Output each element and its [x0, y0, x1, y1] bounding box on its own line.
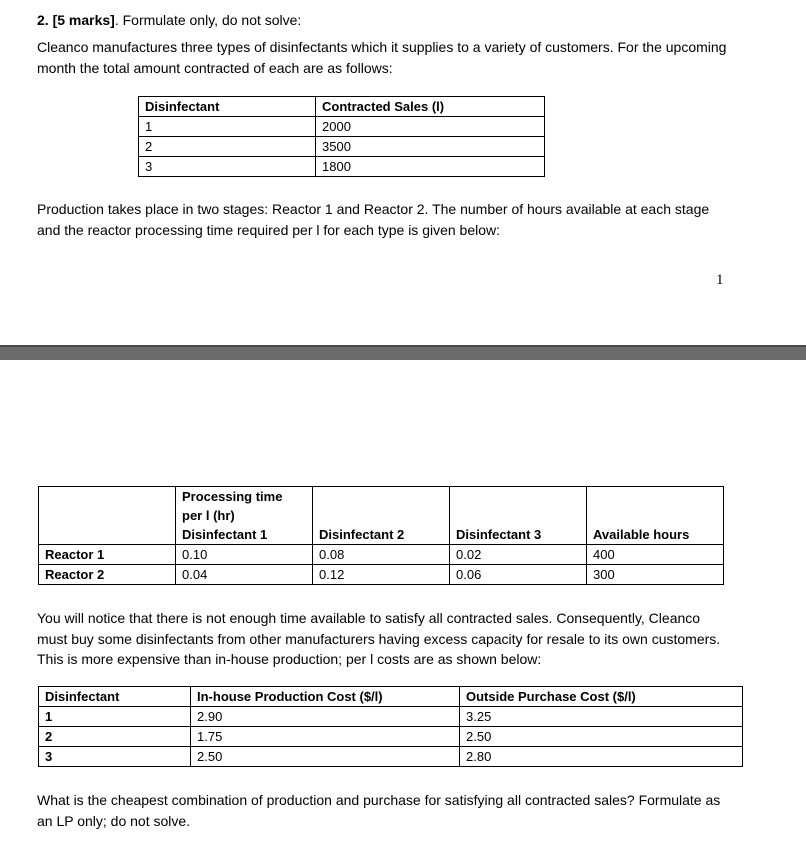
- table-cell: 2.80: [460, 747, 743, 767]
- page-number: 1: [716, 272, 724, 288]
- table-row: [39, 727, 743, 747]
- table-row: [139, 117, 545, 137]
- table-cell: 2.50: [460, 727, 743, 747]
- row-label-reactor-2: Reactor 2: [39, 565, 176, 585]
- header-disinfectant: Disinfectant: [139, 97, 316, 117]
- table-cell-empty: [450, 487, 587, 507]
- contracted-sales-table: [138, 96, 545, 177]
- question-marks: 2. [5 marks]: [37, 12, 115, 28]
- row-label-reactor-1: Reactor 1: [39, 545, 176, 565]
- table-header-row: [39, 525, 724, 545]
- header-contracted-sales: Contracted Sales (l): [316, 97, 545, 117]
- table-row: [39, 747, 743, 767]
- table-row: [139, 157, 545, 177]
- table-cell: 3.25: [460, 707, 743, 727]
- table-cell-empty: [587, 506, 724, 525]
- production-paragraph: Production takes place in two stages: Reactor 1 and Reactor 2. The number of hours available at each stage and the reactor processing time required per l for each type is given below:: [37, 201, 710, 238]
- header-processing-time: Processing time: [176, 487, 313, 507]
- header-disinfectant-3: Disinfectant 3: [450, 525, 587, 545]
- table-cell: 3500: [316, 137, 545, 157]
- table-cell: 2: [139, 137, 316, 157]
- intro-paragraph: Cleanco manufactures three types of disinfectants which it supplies to a variety of customers. For the upcoming month the total amount contracted of each are as follows:: [37, 39, 727, 76]
- table-cell: 2.90: [191, 707, 460, 727]
- table-cell: 2: [39, 727, 191, 747]
- table-cell: 400: [587, 545, 724, 565]
- table-cell: 0.08: [313, 545, 450, 565]
- question-heading: [37, 10, 301, 31]
- table-header-row: [39, 687, 743, 707]
- notice-paragraph: You will notice that there is not enough time available to satisfy all contracted sales. Consequently, Cleanco must buy some disinfectants from other manufacturers having excess capacity for resale to its own customers. This is more expensive than in-house production; per l costs are as shown below:: [37, 610, 721, 667]
- processing-time-table: [38, 486, 724, 585]
- question-instruction: . Formulate only, do not solve:: [114, 12, 302, 28]
- table-cell-empty: [313, 506, 450, 525]
- table-row: [39, 565, 724, 585]
- cost-table: [38, 686, 743, 767]
- header-available-hours: Available hours: [587, 525, 724, 545]
- table-row: [39, 707, 743, 727]
- table-cell-empty: [313, 487, 450, 507]
- table-cell-empty: [39, 506, 176, 525]
- header-disinfectant-2: Disinfectant 2: [313, 525, 450, 545]
- header-inhouse-cost: In-house Production Cost ($/l): [191, 687, 460, 707]
- table-header-row: [139, 97, 545, 117]
- header-per-liter: per l (hr): [176, 506, 313, 525]
- table-row: [39, 545, 724, 565]
- header-disinfectant-1: Disinfectant 1: [176, 525, 313, 545]
- table-cell: 2000: [316, 117, 545, 137]
- header-outside-cost: Outside Purchase Cost ($/l): [460, 687, 743, 707]
- table-cell: 1: [39, 707, 191, 727]
- table-cell: 1800: [316, 157, 545, 177]
- table-cell: 0.10: [176, 545, 313, 565]
- table-row: [139, 137, 545, 157]
- table-cell: 0.02: [450, 545, 587, 565]
- table-cell: 1: [139, 117, 316, 137]
- table-cell-empty: [587, 487, 724, 507]
- table-cell: 0.12: [313, 565, 450, 585]
- table-cell: 0.06: [450, 565, 587, 585]
- table-cell-empty: [39, 487, 176, 507]
- final-question-paragraph: What is the cheapest combination of production and purchase for satisfying all contracted sales? Formulate as an LP only; do not solve.: [37, 792, 721, 829]
- table-cell-empty: [39, 525, 176, 545]
- table-cell: 300: [587, 565, 724, 585]
- table-cell: 3: [39, 747, 191, 767]
- table-cell-empty: [450, 506, 587, 525]
- table-cell: 1.75: [191, 727, 460, 747]
- header-disinfectant: Disinfectant: [39, 687, 191, 707]
- table-header-row: [39, 506, 724, 525]
- page-divider: [0, 345, 806, 360]
- table-cell: 2.50: [191, 747, 460, 767]
- table-header-row: [39, 487, 724, 507]
- table-cell: 0.04: [176, 565, 313, 585]
- table-cell: 3: [139, 157, 316, 177]
